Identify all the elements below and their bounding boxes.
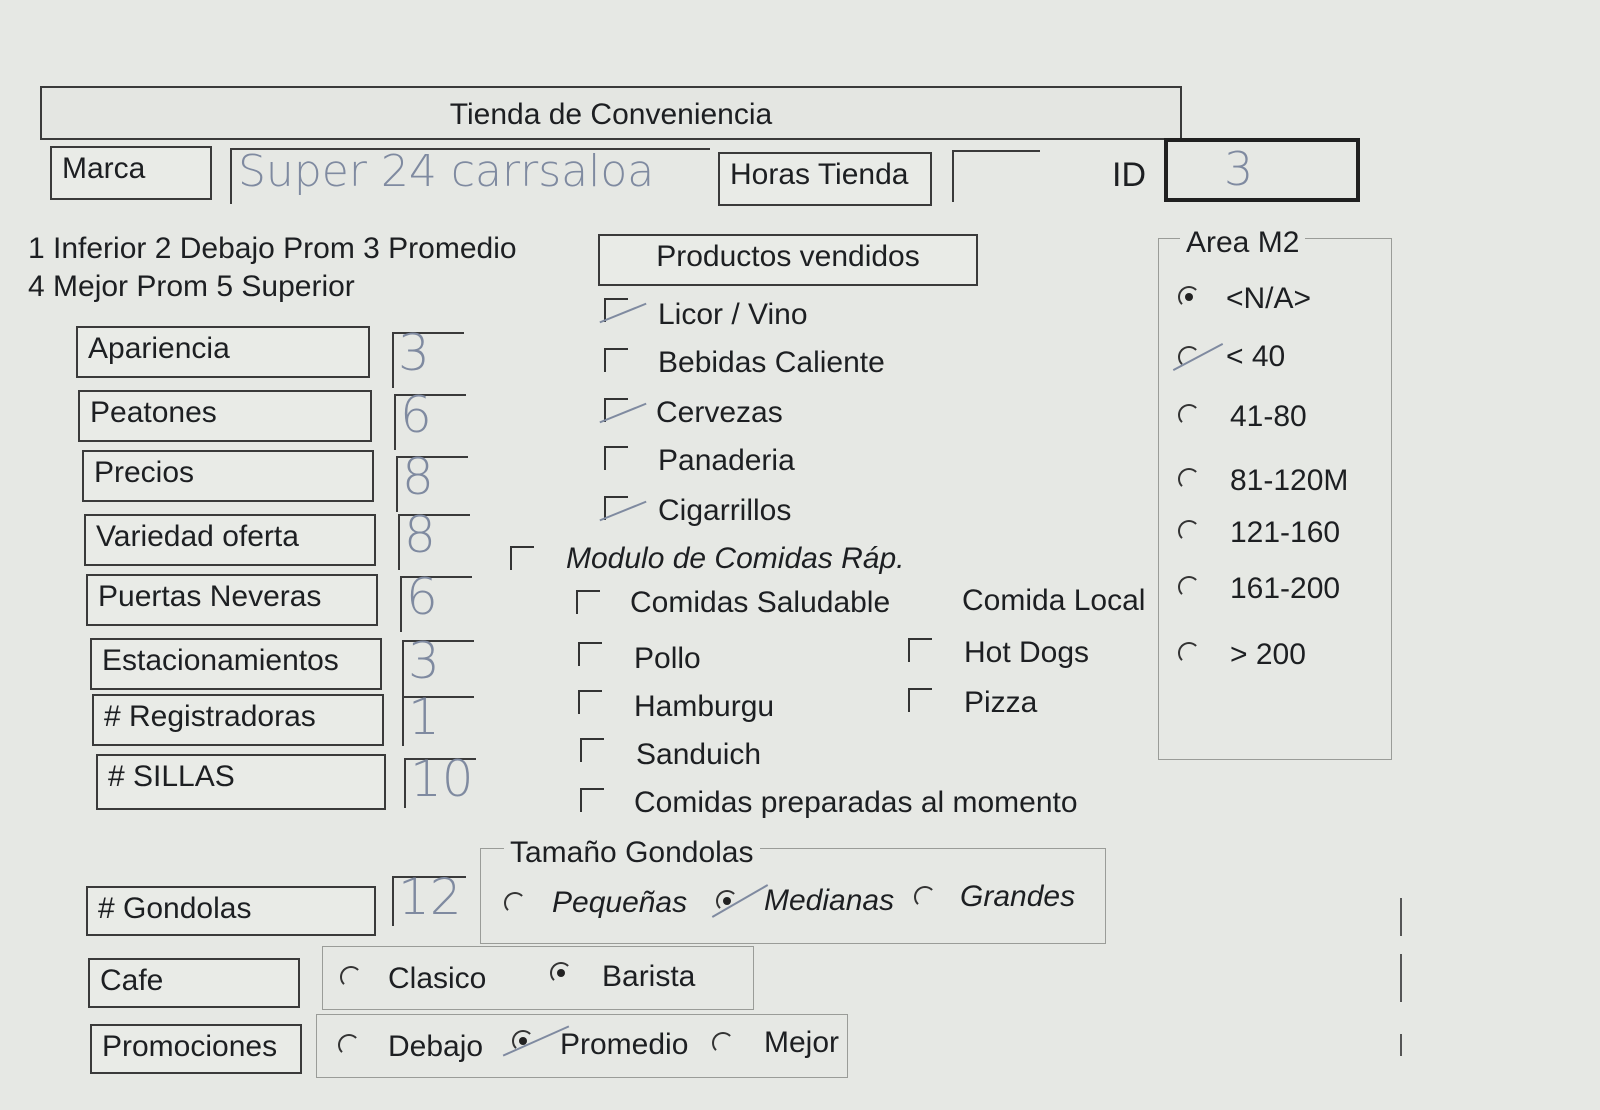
rating-value: 6 bbox=[400, 386, 432, 444]
area-41-80-label: 41-80 bbox=[1230, 400, 1307, 433]
form-title-bar bbox=[40, 86, 1182, 140]
brand-value: Super 24 carrsaloa bbox=[238, 148, 655, 197]
cigarettes-label: Cigarrillos bbox=[658, 494, 792, 527]
rating-label-box bbox=[90, 638, 382, 690]
area-gt200-label: > 200 bbox=[1230, 638, 1306, 671]
area-lt40-label: < 40 bbox=[1226, 340, 1286, 373]
id-label: ID bbox=[1112, 156, 1146, 194]
hotdogs-checkbox[interactable] bbox=[908, 638, 932, 662]
gondola-large-label: Grandes bbox=[960, 880, 1076, 913]
rating-label-box bbox=[92, 694, 384, 746]
promo-better-radio[interactable] bbox=[712, 1032, 734, 1054]
rating-value-box[interactable] bbox=[404, 750, 476, 808]
area-group-title: Area M2 bbox=[1180, 226, 1305, 260]
bakery-checkbox[interactable] bbox=[604, 446, 628, 470]
rating-value-box[interactable] bbox=[396, 448, 468, 512]
rating-label: # Registradoras bbox=[104, 700, 316, 733]
sandwich-label: Sanduich bbox=[636, 738, 762, 771]
gondola-small-label: Pequeñas bbox=[552, 886, 688, 919]
pizza-label: Pizza bbox=[964, 686, 1038, 719]
gondola-small-radio[interactable] bbox=[504, 892, 526, 914]
liquor-checkbox[interactable] bbox=[604, 298, 628, 322]
area-121-160-radio[interactable] bbox=[1178, 520, 1200, 542]
id-field[interactable] bbox=[1164, 138, 1360, 202]
cafe-barista-radio[interactable] bbox=[550, 962, 572, 984]
brand-field[interactable] bbox=[230, 148, 710, 204]
hours-field[interactable] bbox=[952, 150, 1040, 202]
gondola-large-radio[interactable] bbox=[914, 886, 936, 908]
healthy-food-label: Comidas Saludable bbox=[630, 586, 891, 619]
area-gt200-radio[interactable] bbox=[1178, 642, 1200, 664]
gondola-medium-label: Medianas bbox=[764, 884, 895, 917]
rating-label-box bbox=[86, 574, 378, 626]
rating-label: Estacionamientos bbox=[102, 644, 339, 677]
sandwich-checkbox[interactable] bbox=[580, 738, 604, 762]
rating-value-box[interactable] bbox=[400, 568, 472, 632]
area-161-200-label: 161-200 bbox=[1230, 572, 1341, 605]
form-title: Tienda de Conveniencia bbox=[449, 98, 773, 131]
rating-label-box bbox=[76, 326, 370, 378]
rating-label: Precios bbox=[94, 456, 195, 489]
rating-value: 10 bbox=[410, 750, 474, 808]
brand-label-box bbox=[50, 146, 212, 200]
fastfood-module-checkbox[interactable] bbox=[510, 546, 534, 570]
prepared-food-label: Comidas preparadas al momento bbox=[634, 786, 1078, 819]
fastfood-module-label: Modulo de Comidas Ráp. bbox=[566, 542, 905, 575]
prepared-food-checkbox[interactable] bbox=[580, 788, 604, 812]
hot-drinks-label: Bebidas Caliente bbox=[658, 346, 885, 379]
right-edge-tick bbox=[1400, 898, 1402, 936]
cafe-label: Cafe bbox=[100, 964, 164, 997]
area-group bbox=[1158, 238, 1392, 760]
gondolas-value-box[interactable] bbox=[392, 868, 466, 926]
area-81-120-radio[interactable] bbox=[1178, 468, 1200, 490]
chicken-label: Pollo bbox=[634, 642, 701, 675]
gondolas-value: 12 bbox=[398, 868, 462, 926]
pizza-checkbox[interactable] bbox=[908, 688, 932, 712]
rating-label: Apariencia bbox=[88, 332, 230, 365]
rating-label-box bbox=[82, 450, 374, 502]
rating-value: 6 bbox=[406, 568, 438, 626]
beer-label: Cervezas bbox=[656, 396, 783, 429]
burger-label: Hamburgu bbox=[634, 690, 775, 723]
rating-value-box[interactable] bbox=[394, 386, 466, 450]
promo-below-label: Debajo bbox=[388, 1030, 484, 1063]
gondolas-label-box bbox=[86, 886, 376, 936]
rating-value: 3 bbox=[408, 632, 440, 690]
right-edge-tick bbox=[1400, 1034, 1402, 1056]
legend-line-2: 4 Mejor Prom 5 Superior bbox=[28, 270, 355, 303]
cafe-barista-label: Barista bbox=[602, 960, 696, 993]
rating-label: # SILLAS bbox=[108, 760, 235, 793]
area-161-200-radio[interactable] bbox=[1178, 576, 1200, 598]
rating-label: Peatones bbox=[90, 396, 217, 429]
gondola-size-title: Tamaño Gondolas bbox=[504, 836, 760, 870]
rating-value: 1 bbox=[408, 688, 440, 746]
rating-value-box[interactable] bbox=[392, 324, 464, 388]
rating-value-box[interactable] bbox=[398, 506, 470, 570]
beer-checkbox[interactable] bbox=[604, 398, 628, 422]
rating-label-box bbox=[78, 390, 372, 442]
rating-value: 8 bbox=[402, 448, 434, 506]
bakery-label: Panaderia bbox=[658, 444, 795, 477]
hours-label-box bbox=[718, 152, 932, 206]
hours-label: Horas Tienda bbox=[730, 158, 909, 191]
hot-drinks-checkbox[interactable] bbox=[604, 348, 628, 372]
promo-better-label: Mejor bbox=[764, 1026, 840, 1059]
promo-below-radio[interactable] bbox=[338, 1034, 360, 1056]
local-food-header: Comida Local bbox=[962, 584, 1146, 617]
rating-label: Variedad oferta bbox=[96, 520, 299, 553]
promos-label: Promociones bbox=[102, 1030, 278, 1063]
rating-label-box bbox=[96, 754, 386, 810]
rating-value-box[interactable] bbox=[402, 688, 474, 746]
id-value: 3 bbox=[1224, 142, 1254, 196]
cafe-classic-radio[interactable] bbox=[340, 966, 362, 988]
area-na-label: <N/A> bbox=[1226, 282, 1312, 315]
liquor-label: Licor / Vino bbox=[658, 298, 808, 331]
cafe-classic-label: Clasico bbox=[388, 962, 487, 995]
burger-checkbox[interactable] bbox=[578, 690, 602, 714]
rating-label-box bbox=[84, 514, 376, 566]
gondolas-label: # Gondolas bbox=[98, 892, 252, 925]
area-81-120-label: 81-120M bbox=[1230, 464, 1349, 497]
area-41-80-radio[interactable] bbox=[1178, 404, 1200, 426]
area-121-160-label: 121-160 bbox=[1230, 516, 1341, 549]
cigarettes-checkbox[interactable] bbox=[604, 496, 628, 520]
area-na-radio[interactable] bbox=[1178, 286, 1200, 308]
rating-value: 8 bbox=[404, 506, 436, 564]
right-edge-tick bbox=[1400, 954, 1402, 1002]
products-title: Productos vendidos bbox=[656, 240, 920, 273]
healthy-food-checkbox[interactable] bbox=[576, 590, 600, 614]
promos-label-box bbox=[90, 1024, 302, 1074]
promo-average-label: Promedio bbox=[560, 1028, 689, 1061]
products-title-box bbox=[598, 234, 978, 286]
rating-label: Puertas Neveras bbox=[98, 580, 322, 613]
rating-value: 3 bbox=[398, 324, 430, 382]
chicken-checkbox[interactable] bbox=[578, 642, 602, 666]
brand-label: Marca bbox=[62, 152, 146, 185]
hotdogs-label: Hot Dogs bbox=[964, 636, 1090, 669]
legend-line-1: 1 Inferior 2 Debajo Prom 3 Promedio bbox=[28, 232, 517, 265]
cafe-label-box bbox=[88, 958, 300, 1008]
